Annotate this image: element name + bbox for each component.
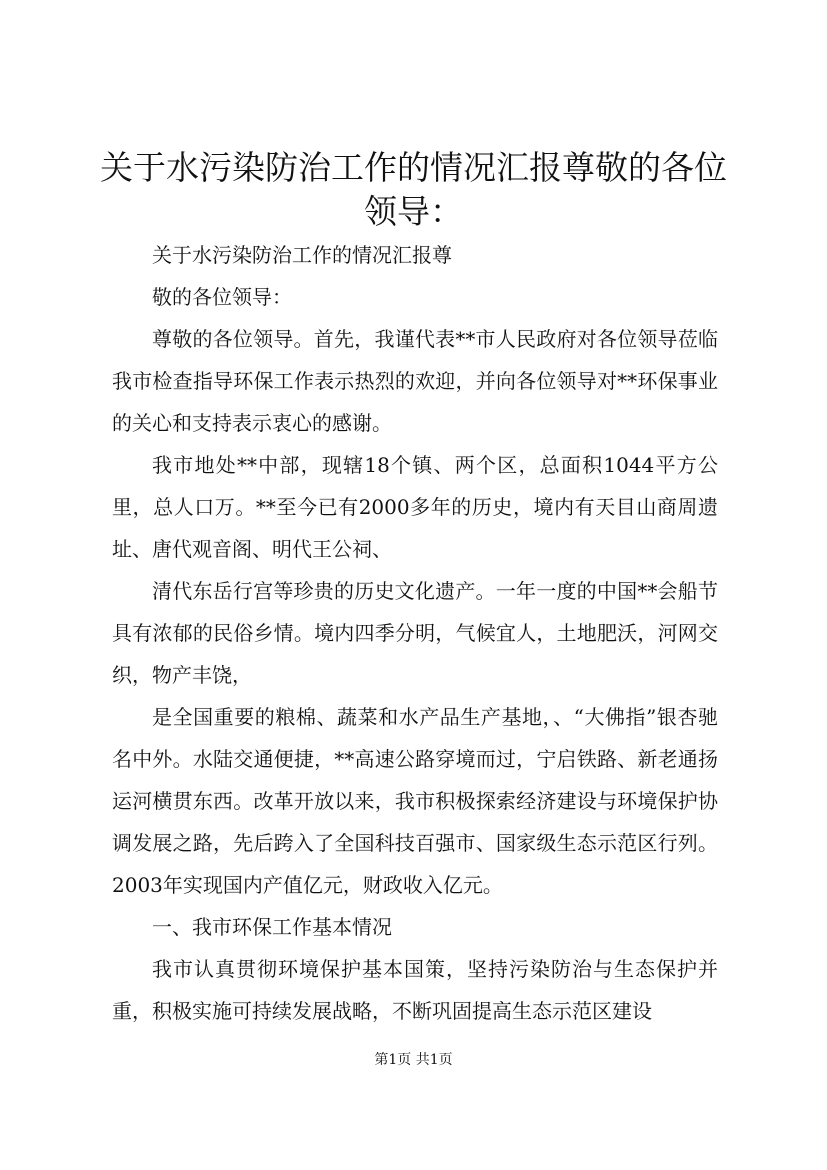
paragraph-7: 我市认真贯彻环境保护基本国策，坚持污染防治与生态保护并重，积极实施可持续发展战略，不断巩固提高生态示范区建设 — [112, 957, 718, 1023]
document-body — [112, 234, 718, 1032]
paragraph-1: 关于水污染防治工作的情况汇报尊 — [152, 243, 452, 267]
paragraph-5: 清代东岳行宫等珍贵的历史文化遗产。一年一度的中国**会船节具有浓郁的民俗乡情。境内四季分明，气候宜人，土地肥沃，河网交织，物产丰饶， — [112, 579, 718, 687]
paragraph-2: 敬的各位领导： — [152, 285, 292, 309]
page-footer: 第1页 共1页 — [374, 1052, 453, 1068]
page-title: 关于水污染防治工作的情况汇报尊敬的各位领导： — [100, 148, 727, 231]
paragraph-6: 是全国重要的粮棉、蔬菜和水产品生产基地，、“大佛指”银杏驰名中外。水陆交通便捷，**高速公路穿境而过，宁启铁路、新老通扬运河横贯东西。改革开放以来，我市积极探索经济建设与环境保护协调发展之路，先后跨入了全国科技百强市、国家级生态示范区行列。2003年实现国内产值亿元，财政收入亿元。 — [112, 705, 718, 897]
paragraph-3: 尊敬的各位领导。首先，我谨代表**市人民政府对各位领导莅临我市检查指导环保工作表示热烈的欢迎，并向各位领导对**环保事业的关心和支持表示衷心的感谢。 — [112, 327, 718, 435]
section-heading-1: 一、我市环保工作基本情况 — [152, 915, 392, 939]
paragraph-4: 我市地处**中部，现辖18个镇、两个区，总面积1044平方公里，总人口万。**至今已有2000多年的历史，境内有天目山商周遗址、唐代观音阁、明代王公祠、 — [112, 453, 718, 561]
